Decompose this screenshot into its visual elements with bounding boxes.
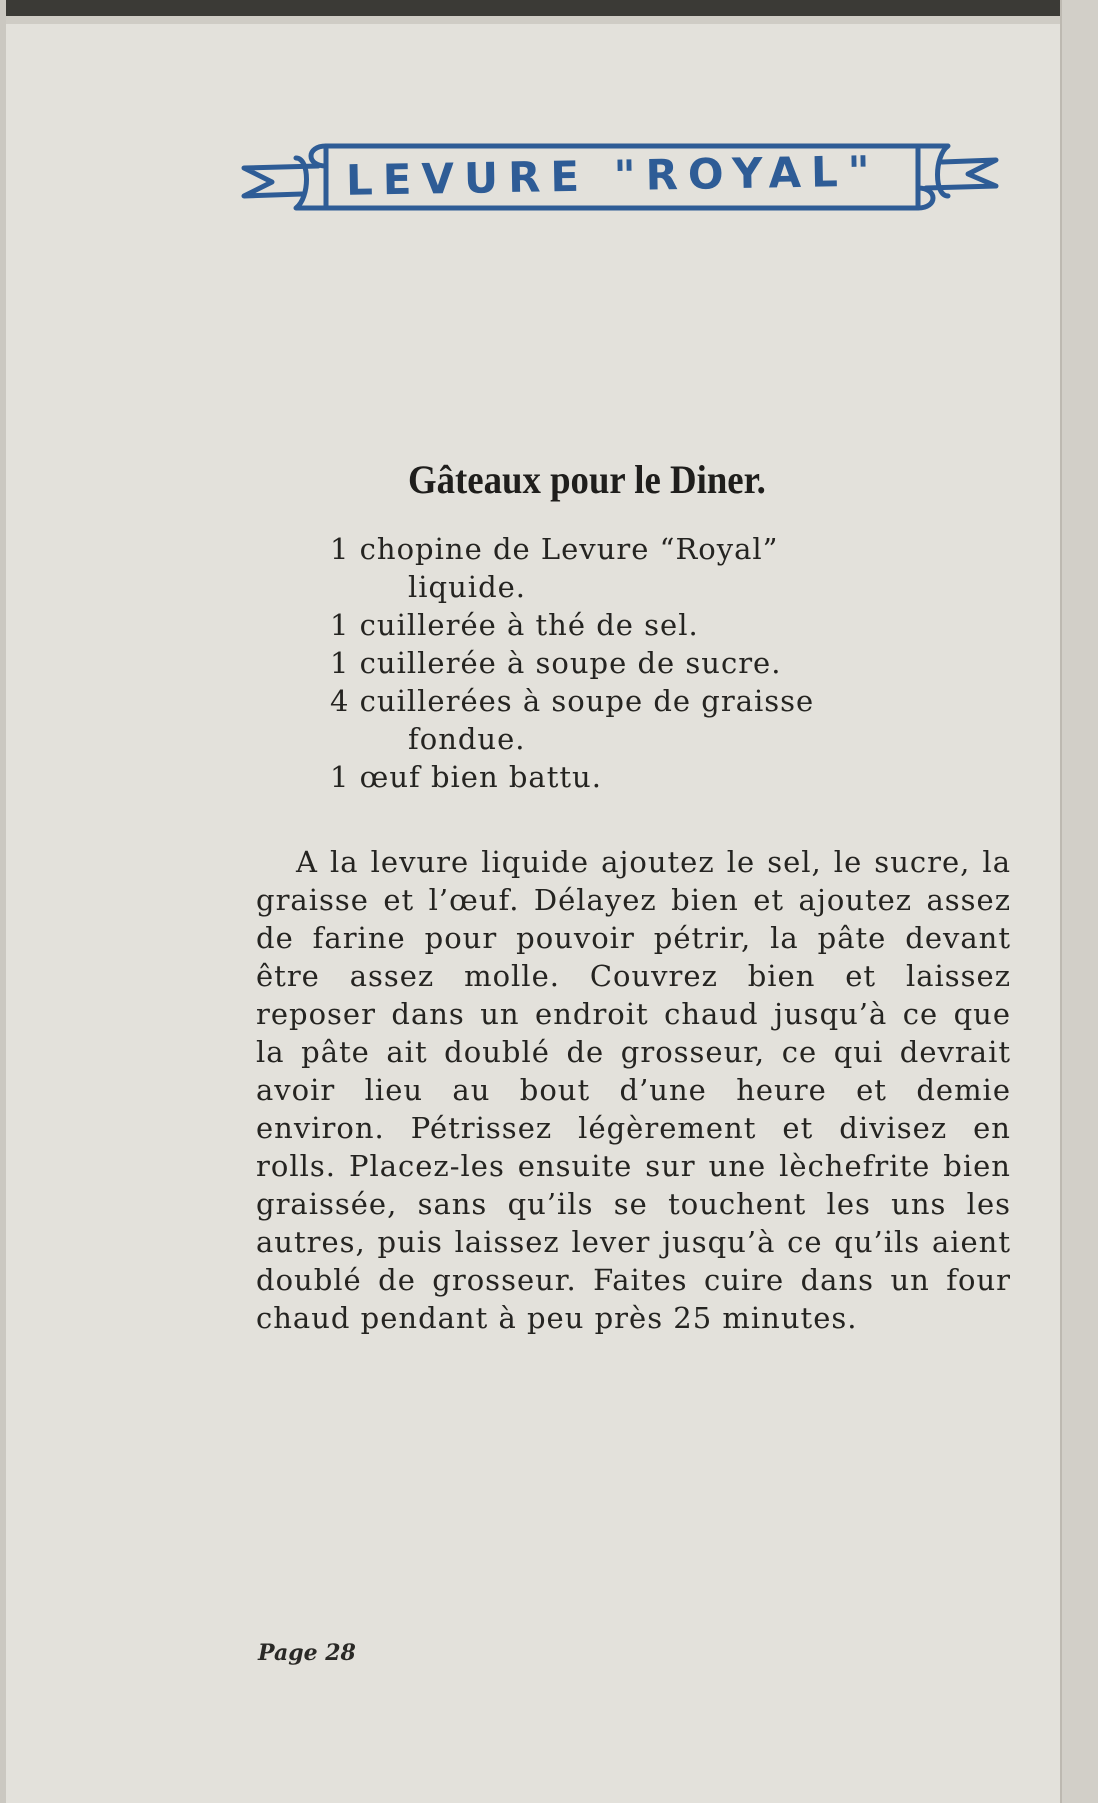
recipe-method: A la levure liquide ajoutez le sel, le sucre, la graisse et l’œuf. Délayez bien et ajoutez assez de farine pour pouvoir pétrir, la pâte devant être assez molle. Couvrez bien et laissez reposer dans un endroit chaud jusqu’à ce que la pâte ait doublé de grosseur, ce qui devrait avoir lieu au bout d’une heure et demie environ. Pétrissez légèrement et divisez en rolls. Placez-les ensuite sur une lèchefrite bien graissée, sans qu’ils se touchent les uns les autres, puis laissez lever jusqu’à ce qu’ils aient doublé de grosseur. Faites cuire dans un four chaud pendant à peu près 25 minutes. <box>256 845 1011 1335</box>
ingredient-item <box>330 606 970 644</box>
ingredient-list <box>330 530 970 796</box>
recipe-title: Gâteaux pour le Diner. <box>408 457 766 502</box>
page-top-edge-shadow <box>0 16 1098 24</box>
ingredient-item <box>330 644 970 682</box>
ingredient-text: 4 cuillerées à soupe de graisse <box>330 684 815 718</box>
page-left-edge <box>0 0 6 1803</box>
ingredient-text: 1 cuillerée à thé de sel. <box>330 608 699 642</box>
ingredient-item <box>330 758 970 796</box>
banner-title: LEVURE "ROYAL" <box>345 146 881 205</box>
page-right-edge <box>1060 0 1098 1803</box>
ingredient-text: 1 cuillerée à soupe de sucre. <box>330 646 782 680</box>
page-top-edge <box>0 0 1098 16</box>
ingredient-item <box>330 682 970 758</box>
ingredient-continuation: liquide. <box>408 570 527 604</box>
brand-banner <box>236 138 1002 228</box>
page-number: Page 28 <box>258 1640 356 1666</box>
ingredient-continuation: fondue. <box>408 722 526 756</box>
ingredient-text: 1 chopine de Levure “Royal” <box>330 532 779 566</box>
ingredient-item <box>330 530 970 606</box>
ingredient-text: 1 œuf bien battu. <box>330 760 602 794</box>
